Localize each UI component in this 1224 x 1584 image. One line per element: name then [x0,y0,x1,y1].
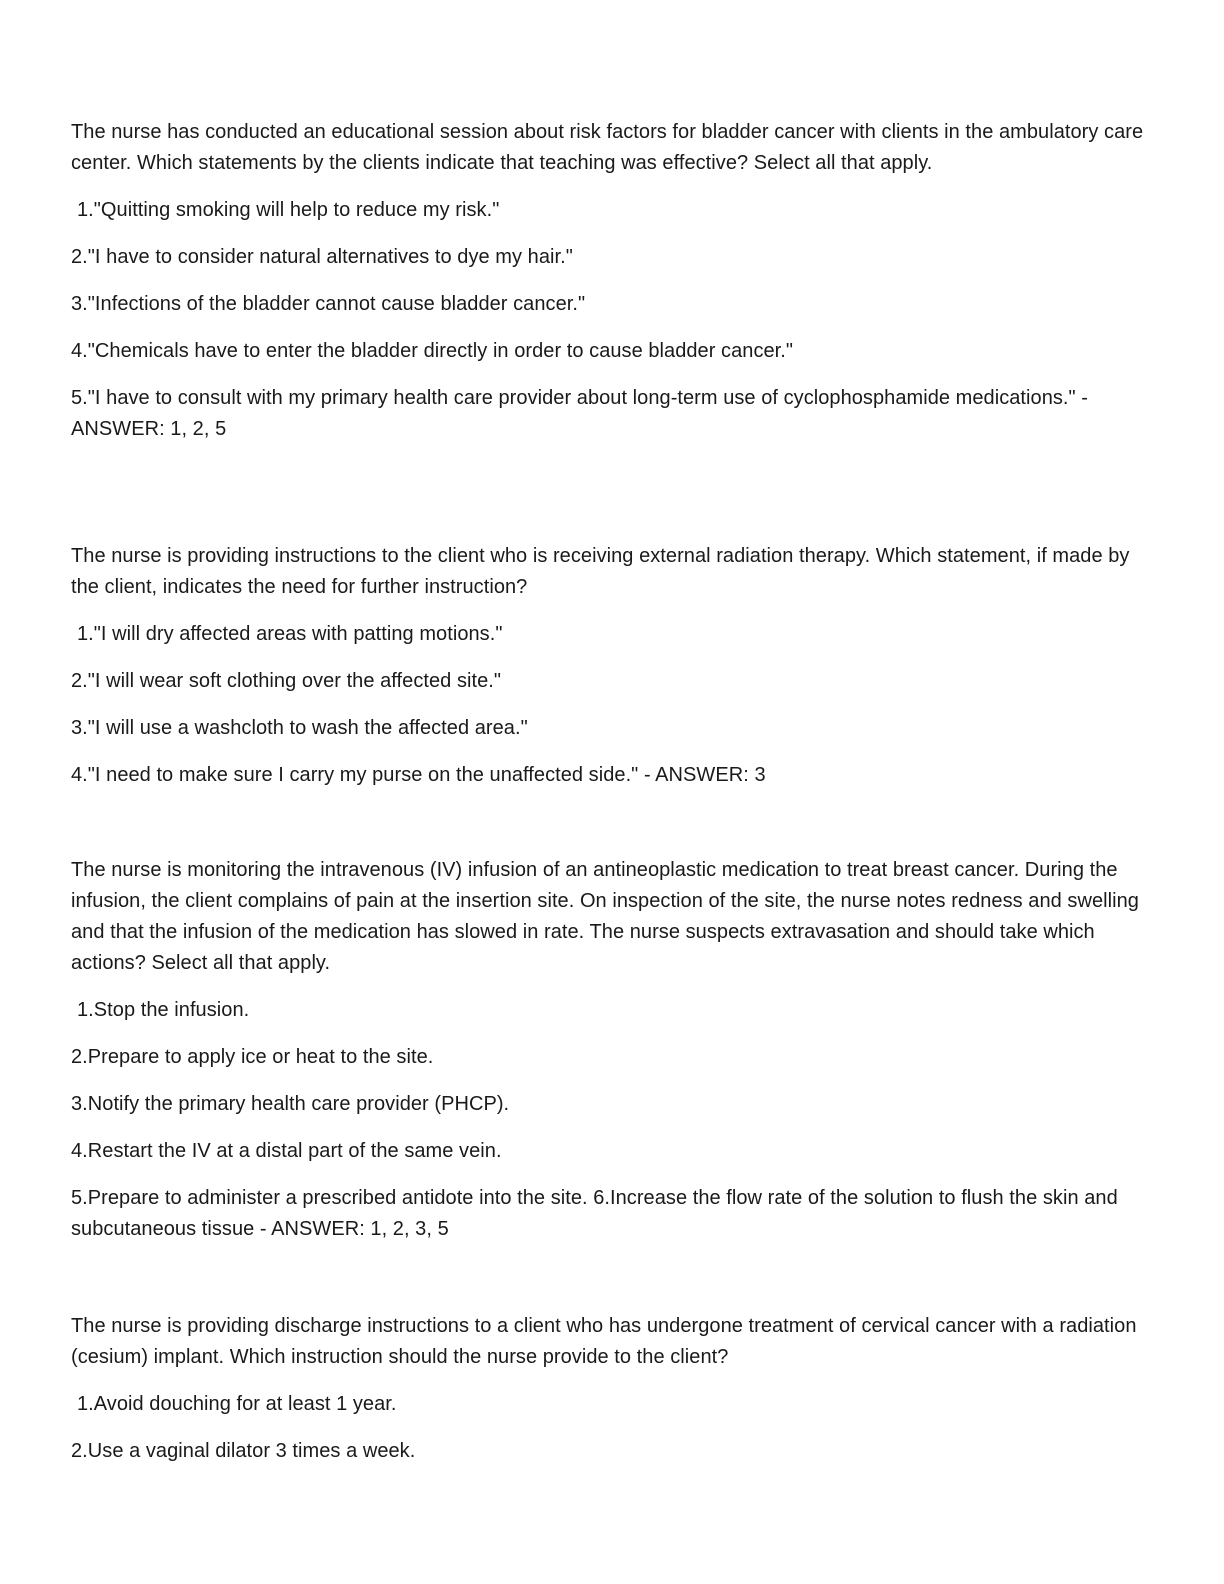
question-1 [71,117,1151,461]
question-stem: The nurse is providing instructions to the client who is receiving external radiation therapy. Which statement, if made by the client, indicates the need for further instruction? [71,545,1130,598]
answer-option: 1.Stop the infusion. [77,999,250,1021]
question-4 [71,1311,1151,1483]
answer-option-last [71,383,1151,445]
answer-option: 4.Restart the IV at a distal part of the same vein. [71,1140,502,1162]
answer-option: 3."I will use a washcloth to wash the affected area." [71,717,528,739]
answer-option: 3."Infections of the bladder cannot cause bladder cancer." [71,293,586,315]
answer-key: - ANSWER: 1, 2, 3, 5 [254,1218,449,1240]
answer-option-text: 4."I need to make sure I carry my purse on the unaffected side." [71,764,639,786]
answer-option-last [71,760,1151,791]
answer-key: - ANSWER: 3 [638,764,766,786]
answer-option: 2."I will wear soft clothing over the affected site." [71,670,502,692]
question-2 [71,541,1151,807]
answer-option-text: 5.Prepare to administer a prescribed antidote into the site. 6.Increase the flow rate of the solution to flush the skin and subcutaneous tissue [71,1187,1118,1240]
answer-option: 1."I will dry affected areas with patting motions." [77,623,503,645]
answer-option-last [71,1183,1151,1245]
answer-option: 2.Prepare to apply ice or heat to the site. [71,1046,434,1068]
answer-option: 3.Notify the primary health care provider (PHCP). [71,1093,510,1115]
answer-option: 1."Quitting smoking will help to reduce my risk." [77,199,500,221]
answer-option: 4."Chemicals have to enter the bladder directly in order to cause bladder cancer." [71,340,794,362]
question-stem: The nurse is providing discharge instructions to a client who has undergone treatment of cervical cancer with a radiation (cesium) implant. Which instruction should the nurse provide to the client? [71,1315,1137,1368]
answer-option: 1.Avoid douching for at least 1 year. [77,1393,397,1415]
answer-option-text: 5."I have to consult with my primary health care provider about long-term use of cyclophosphamide medications." [71,387,1076,409]
answer-option: 2.Use a vaginal dilator 3 times a week. [71,1440,416,1462]
question-stem: The nurse is monitoring the intravenous (IV) infusion of an antineoplastic medication to treat breast cancer. During the infusion, the client complains of pain at the insertion site. On inspection of the site, the nurse notes redness and swelling and that the infusion of the medication has slowed in rate. The nurse suspects extravasation and should take which actions? Select all that apply. [71,859,1139,974]
answer-option: 2."I have to consider natural alternatives to dye my hair." [71,246,573,268]
answer-key: - ANSWER: 1, 2, 5 [71,387,1089,440]
question-stem: The nurse has conducted an educational session about risk factors for bladder cancer with clients in the ambulatory care center. Which statements by the clients indicate that teaching was effective? Select all that apply. [71,121,1144,174]
question-3 [71,855,1151,1261]
